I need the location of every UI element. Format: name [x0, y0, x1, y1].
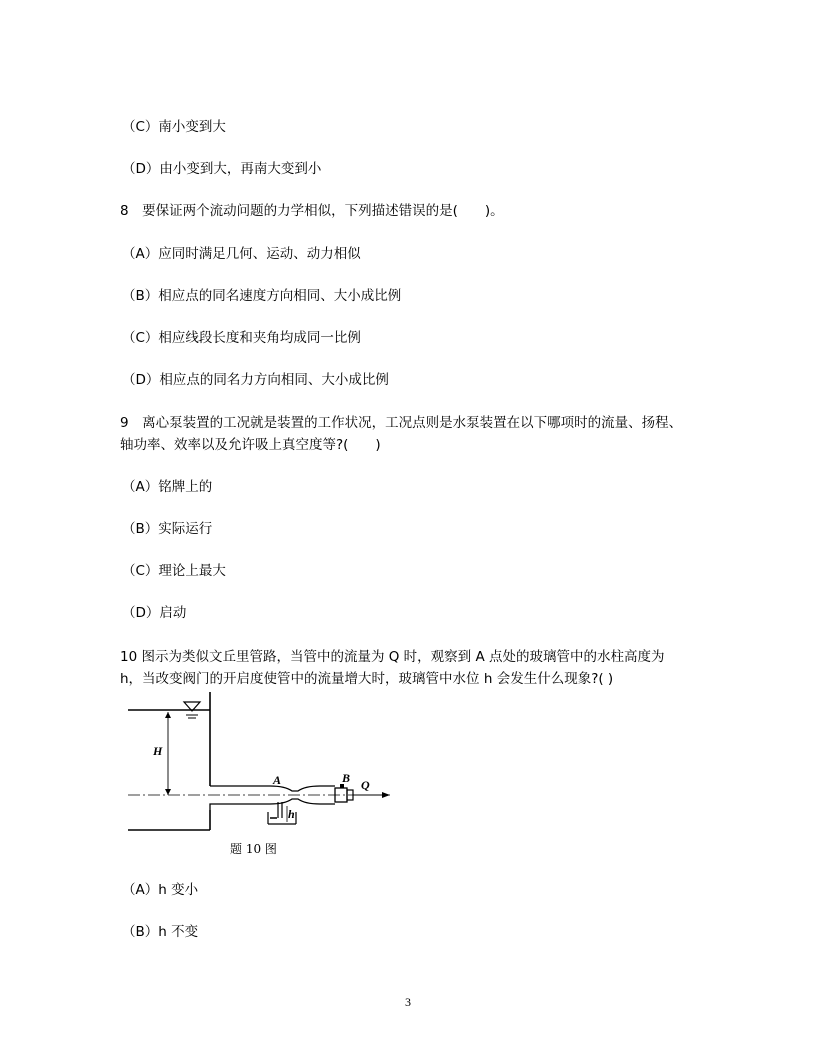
q9-option-a: （A）铭牌上的 — [122, 479, 213, 495]
page-number: 3 — [405, 995, 411, 1009]
q8-option-b: （B）相应点的同名速度方向相同、大小成比例 — [122, 288, 402, 304]
q10-stem-line2: h，当改变阀门的开启度使管中的流量增大时，玻璃管中水位 h 会发生什么现象?( ) — [120, 671, 614, 687]
q9-stem-line2: 轴功率、效率以及允许吸上真空度等?( ) — [120, 437, 381, 453]
q9-option-b: （B）实际运行 — [122, 521, 213, 537]
figure-caption: 题 10 图 — [230, 842, 277, 856]
q9-stem-line1: 9 离心泵装置的工况就是装置的工作状况，工况点则是水泵装置在以下哪项时的流量、扬程、 — [120, 415, 683, 431]
q7-option-d: （D）由小变到大，再南大变到小 — [122, 161, 322, 177]
label-Q: Q — [361, 778, 370, 792]
q10-stem-line1: 10 图示为类似文丘里管路，当管中的流量为 Q 时，观察到 A 点处的玻璃管中的水柱高度为 — [120, 649, 665, 665]
q9-option-d: （D）启动 — [122, 605, 187, 621]
q8-option-d: （D）相应点的同名力方向相同、大小成比例 — [122, 372, 389, 388]
venturi-pipe-figure — [120, 690, 410, 865]
q10-option-b: （B）h 不变 — [122, 924, 199, 940]
q9-option-c: （C）理论上最大 — [122, 563, 226, 579]
label-H: H — [153, 744, 163, 758]
pipe-lower-wall — [210, 799, 335, 810]
q8-stem: 8 要保证两个流动问题的力学相似，下列描述错误的是( )。 — [120, 203, 504, 219]
q8-option-c: （C）相应线段长度和夹角均成同一比例 — [122, 330, 361, 346]
q8-option-a: （A）应同时满足几何、运动、动力相似 — [122, 246, 361, 262]
q10-option-a: （A）h 变小 — [122, 882, 199, 898]
q7-option-c: （C）南小变到大 — [122, 119, 226, 135]
label-h: h — [288, 807, 295, 821]
label-B: B — [342, 771, 351, 785]
label-A: A — [273, 773, 282, 787]
